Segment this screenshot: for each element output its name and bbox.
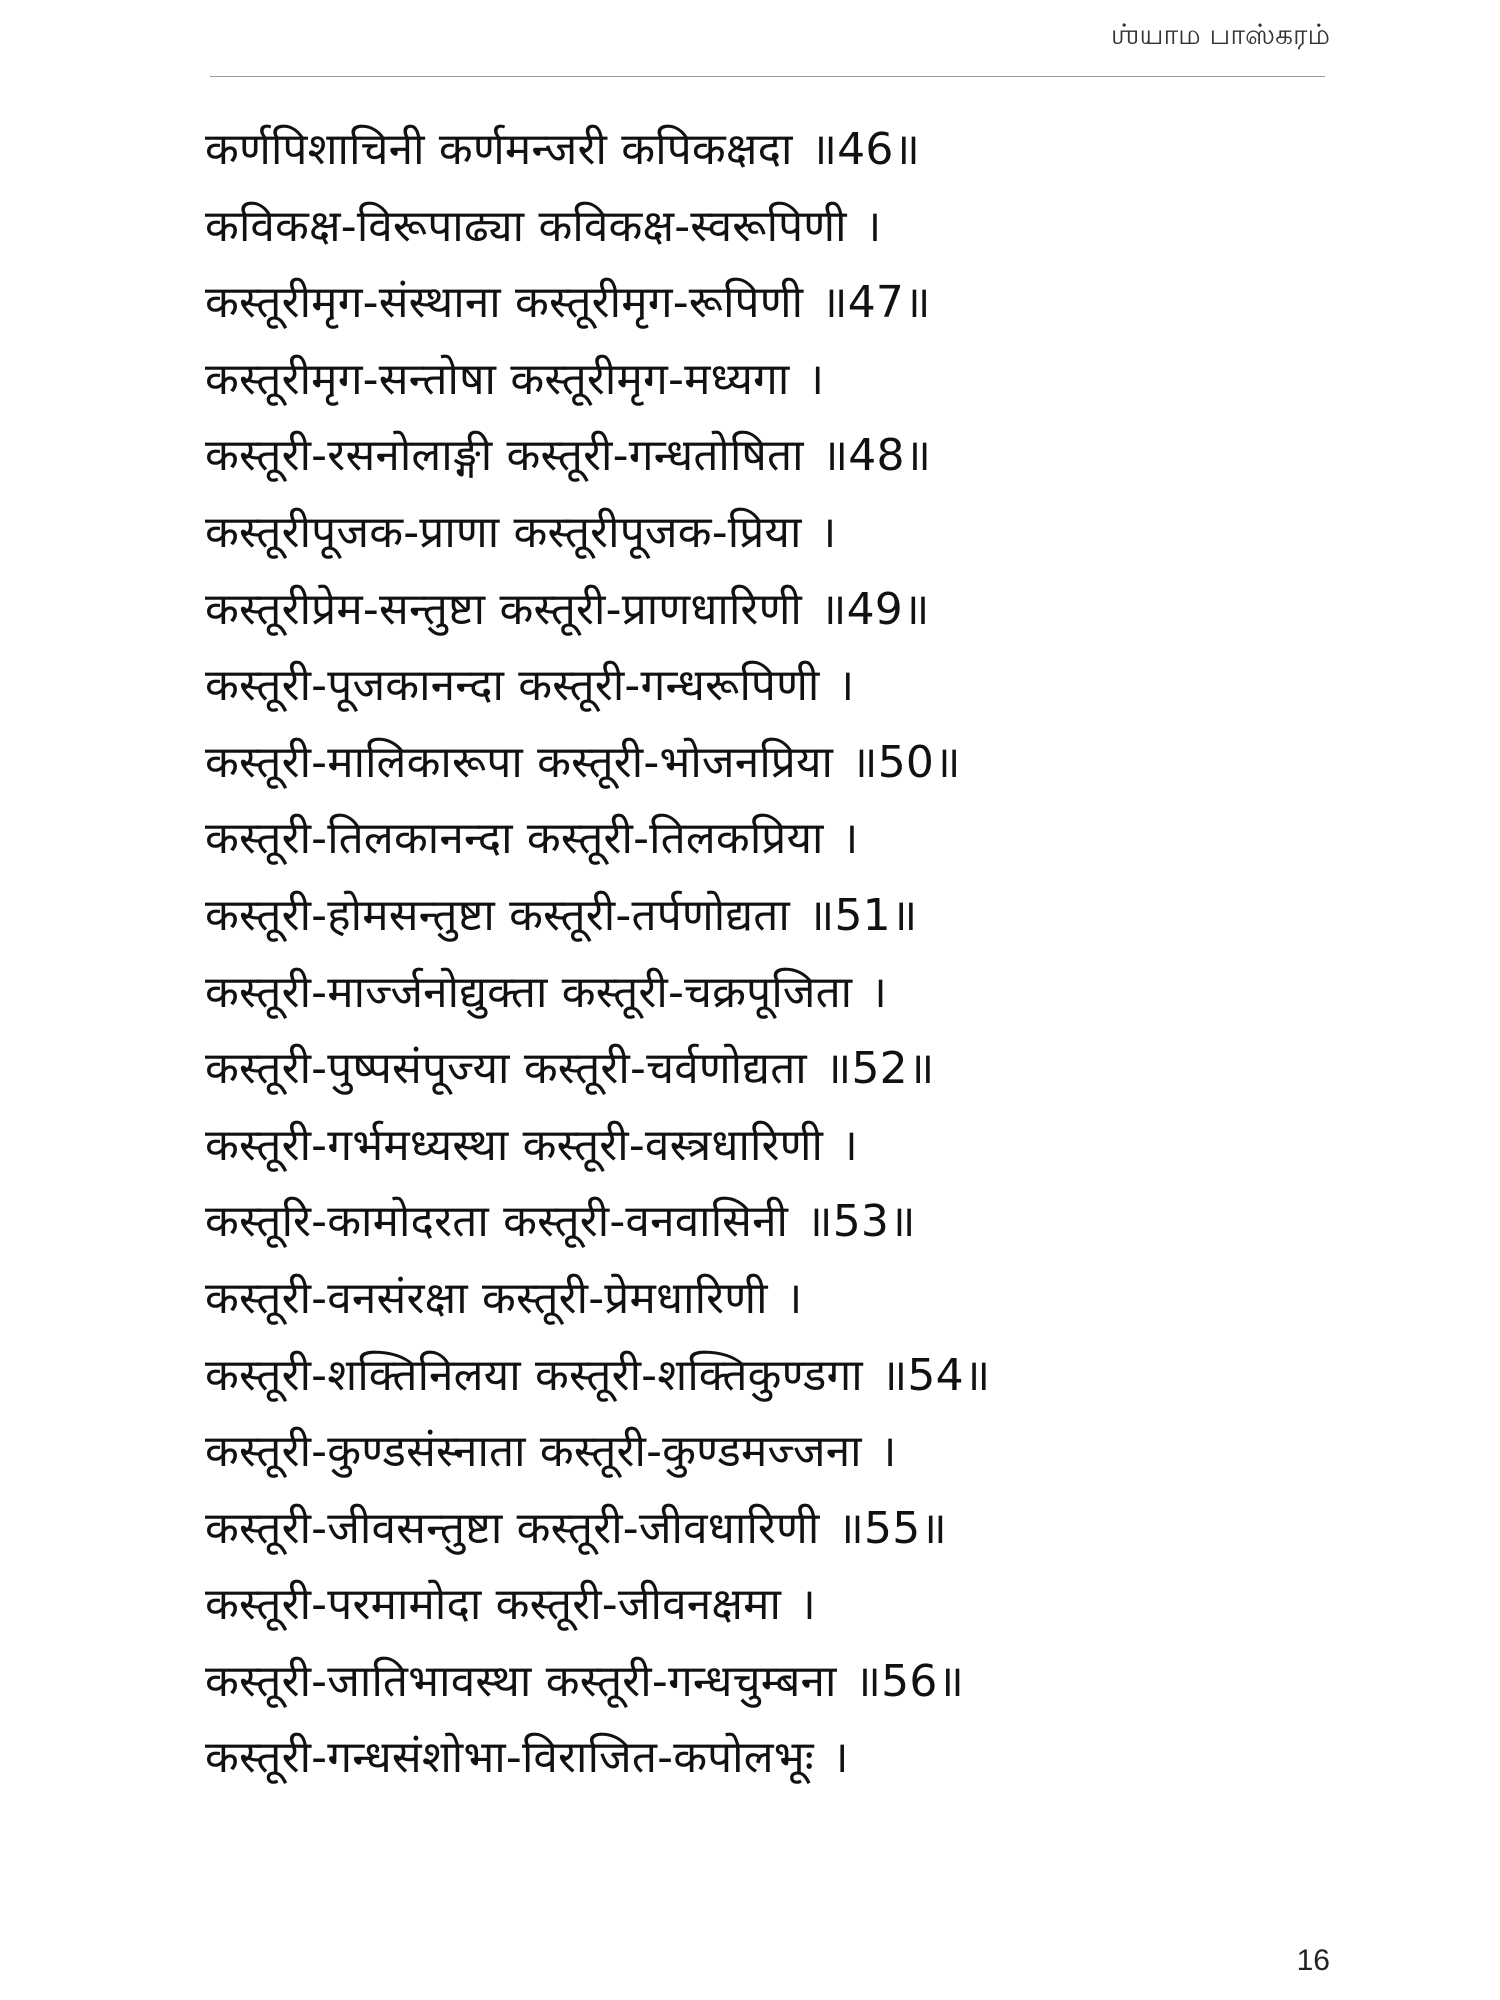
verse-mark: ॥55॥ <box>837 1502 947 1554</box>
verse-text: कस्तूरी-रसनोलाङ्गी कस्तूरी-गन्धतोषिता <box>205 430 804 482</box>
verse-text: कर्णपिशाचिनी कर्णमन्जरी कपिकक्षदा <box>205 124 793 175</box>
verse-text: कस्तूरी-जातिभावस्था कस्तूरी-गन्धचुम्बना <box>205 1655 837 1707</box>
verse-text: कस्तूरी-परमामोदा कस्तूरी-जीवनक्षमा <box>205 1579 782 1631</box>
verse-line <box>205 1184 1325 1261</box>
verse-line <box>205 1338 1325 1415</box>
verse-line <box>205 265 1325 342</box>
verse-text: कस्तूरीपूजक-प्राणा कस्तूरीपूजक-प्रिया <box>205 506 802 558</box>
verse-text: कस्तूरी-पुष्पसंपूज्या कस्तूरी-चर्वणोद्यता <box>205 1043 807 1095</box>
verse-line <box>205 955 1325 1032</box>
verse-line <box>205 725 1325 802</box>
verse-mark: ॥50॥ <box>851 736 961 788</box>
verse-mark: ॥47॥ <box>821 277 931 329</box>
verse-text: कस्तूरी-कुण्डसंस्नाता कस्तूरी-कुण्डमज्जना <box>205 1426 862 1478</box>
verse-line <box>205 1031 1325 1108</box>
verse-mark: ॥51॥ <box>807 889 918 941</box>
verse-mark: । <box>864 200 882 252</box>
verse-text: कस्तूरी-मालिकारूपा कस्तूरी-भोजनप्रिया <box>205 736 834 788</box>
verse-mark: । <box>837 660 855 712</box>
verse-text: कस्तूरी-वनसंरक्षा कस्तूरी-प्रेमधारिणी <box>205 1272 768 1324</box>
verse-text: कस्तूरी-गन्धसंशोभा-विराजित-कपोलभूः <box>205 1732 814 1784</box>
header-divider <box>210 76 1325 77</box>
verse-line <box>205 1261 1325 1338</box>
verse-text: कस्तूरीमृग-सन्तोषा कस्तूरीमृग-मध्यगा <box>205 353 790 405</box>
verse-mark: ॥48॥ <box>821 430 932 482</box>
verse-mark: ॥53॥ <box>806 1196 916 1248</box>
verse-line <box>205 1108 1325 1185</box>
verse-line <box>205 189 1325 266</box>
verse-text: कस्तूरीप्रेम-सन्तुष्टा कस्तूरी-प्राणधारिणी <box>205 583 803 635</box>
verse-text: कस्तूरि-कामोदरता कस्तूरी-वनवासिनी <box>205 1196 789 1248</box>
verse-mark: ॥54॥ <box>880 1349 991 1401</box>
verse-line <box>205 418 1325 495</box>
verse-mark: । <box>807 353 825 405</box>
verse-mark: । <box>879 1426 897 1478</box>
verse-text: कविकक्ष-विरूपाढ्या कविकक्ष-स्वरूपिणी <box>205 200 847 252</box>
verse-text: कस्तूरी-तिलकानन्दा कस्तूरी-तिलकप्रिया <box>205 813 824 865</box>
verse-line <box>205 1644 1325 1721</box>
verse-line <box>205 801 1325 878</box>
verse-text: कस्तूरी-गर्भमध्यस्था कस्तूरी-वस्त्रधारिणी <box>205 1119 824 1171</box>
verse-line <box>205 342 1325 419</box>
verse-mark: ॥52॥ <box>824 1043 935 1095</box>
verse-line <box>205 495 1325 572</box>
verse-mark: । <box>831 1732 849 1784</box>
verse-text: कस्तूरी-शक्तिनिलया कस्तूरी-शक्तिकुण्डगा <box>205 1349 863 1401</box>
verse-mark: । <box>819 506 837 558</box>
verse-text: कस्तूरी-पूजकानन्दा कस्तूरी-गन्धरूपिणी <box>205 660 820 712</box>
verse-line <box>205 1567 1325 1644</box>
verse-line <box>205 572 1325 649</box>
verse-text: कस्तूरी-होमसन्तुष्टा कस्तूरी-तर्पणोद्यता <box>205 889 790 941</box>
page-number: 16 <box>1296 1944 1330 1977</box>
verse-line <box>205 648 1325 725</box>
verse-text: कस्तूरीमृग-संस्थाना कस्तूरीमृग-रूपिणी <box>205 277 804 329</box>
verse-line <box>205 112 1325 189</box>
running-header: ஶ்யாம பாஸ்கரம் <box>1110 18 1330 51</box>
verse-line <box>205 878 1325 955</box>
verse-text: कस्तूरी-जीवसन्तुष्टा कस्तूरी-जीवधारिणी <box>205 1502 820 1554</box>
verse-block <box>205 112 1325 1797</box>
verse-mark: । <box>799 1579 816 1631</box>
verse-text: कस्तूरी-मार्ज्जनोद्युक्ता कस्तूरी-चक्रपूजिता <box>205 966 853 1018</box>
verse-line <box>205 1720 1325 1797</box>
verse-mark: । <box>841 1119 858 1171</box>
verse-mark: । <box>785 1272 803 1324</box>
verse-mark: । <box>870 966 888 1018</box>
verse-mark: ॥49॥ <box>820 583 930 635</box>
verse-mark: । <box>841 813 859 865</box>
verse-mark: ॥46॥ <box>810 124 921 175</box>
verse-mark: ॥56॥ <box>854 1655 965 1707</box>
verse-line <box>205 1491 1325 1568</box>
verse-line <box>205 1414 1325 1491</box>
